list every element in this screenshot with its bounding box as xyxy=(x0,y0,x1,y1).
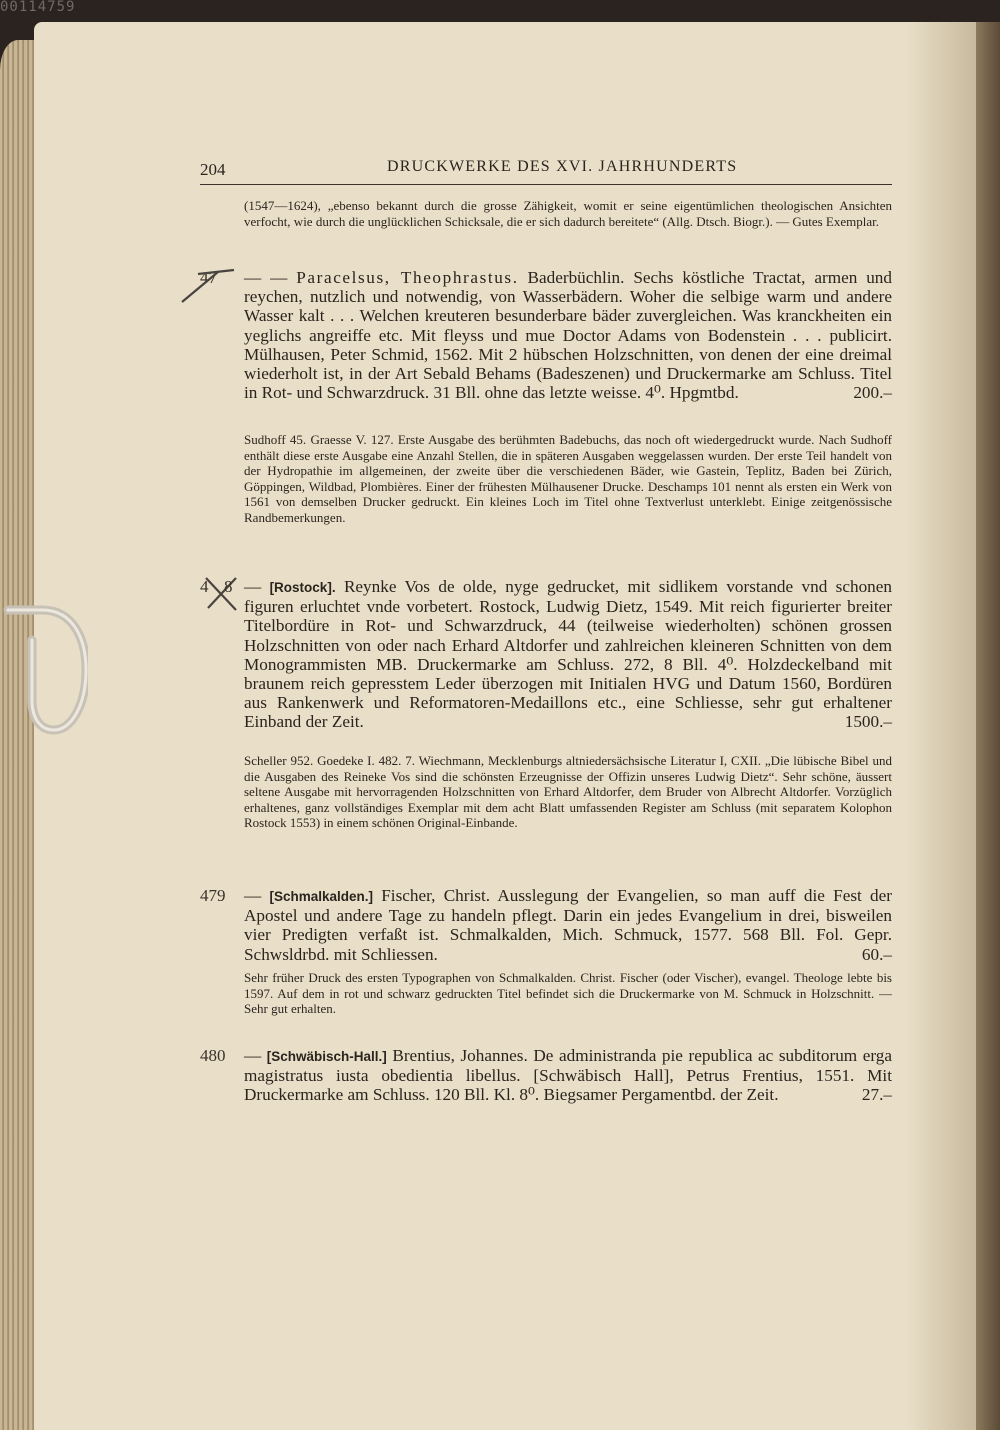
entry-place-tag: [Schwäbisch-Hall.] xyxy=(266,1049,387,1064)
page-header xyxy=(200,156,892,185)
paper-clip xyxy=(2,600,88,736)
continuation-text: (1547—1624), „ebenso bekannt durch die grosse Zähigkeit, womit er seine eigentümlichen theologischen Ansichten verfocht, wie durch die unglücklichen Schicksale, die er sich dadurch bereitete“ (Allg. Dtsch. Biogr.). — Gutes Exemplar. xyxy=(244,198,892,229)
entry-478 xyxy=(244,577,892,732)
gutter-shadow xyxy=(906,22,976,1430)
entry-lead: — xyxy=(244,577,270,596)
pencil-strike-mark xyxy=(178,266,238,306)
entry-description: Reynke Vos de olde, nyge gedrucket, mit sidlikem vorstande vnd schonen figuren erluchtet vnde vorbetert. Rostock, Ludwig Dietz, 1549. Mit reich figurierter breiter Titelbordüre in Rot- und Schwarzdruck, 44 (teilweise wiederholten) schönen grossen Holzschnitten von oder nach Erhard Altdorfer und zahlreichen kleineren Schnitten von dem Monogrammisten MB. Druckermarke am Schluss. 272, 8 Bll. 4⁰. Holzdeckelband mit braunem reich gepresstem Leder überzogen mit Initialen HVG und Datum 1560, Bordüren aus Rankenwerk und Reformatoren-Medaillons etc., eine Schliesse, sehr gut erhaltener Einband der Zeit. xyxy=(244,577,892,732)
entry-description: Brentius, Johannes. De administranda pie republica ac subditorum erga magistratus iusta obedientia libellus. [Schwäbisch Hall], Petrus Frentius, 1551. Mit Druckermarke am Schluss. 120 Bll. Kl. 8⁰. Biegsamer Pergamentbd. der Zeit. xyxy=(244,1046,893,1105)
pencil-cross-mark xyxy=(200,574,242,614)
entry-note-477: Sudhoff 45. Graesse V. 127. Erste Ausgabe des berühmten Badebuchs, das noch oft wiedergedruckt wurde. Nach Sudhoff enthält diese erste Ausgabe eine Anzahl Stellen, die in späteren Ausgaben weggelassen wurden. Der erste Teil handelt von der Hydropathie im allgemeinen, der zweite über die verschiedenen Bäder, wie Gastein, Teplitz, Baden bei Zürich, Göppingen, Wildbad, Plombières. Einer der frühesten Mülhausener Drucke. Deschamps 101 nennt als ersten ein Werk von 1561 von demselben Drucker gedruckt. Ein kleines Loch im Titel ohne Textverlust unterklebt. Einige zeitgenössische Randbemerkungen. xyxy=(244,432,892,525)
entry-number-478: 4 xyxy=(200,577,209,596)
entry-description: Fischer, Christ. Ausslegung der Evangelien, so man auff die Fest der Apostel und andere Tage zu handeln pflegt. Darin ein jedes Evangelium in drei, bisweilen vier Predigten verfaßt ist. Schmalkalden, Mich. Schmuck, 1577. 568 Bll. Fol. Gepr. Schwsldrbd. mit Schliessen. xyxy=(244,886,892,964)
entry-price: 60.– xyxy=(861,944,892,964)
running-head: DRUCKWERKE DES XVI. JAHRHUNDERTS xyxy=(387,158,738,175)
entry-number-480: 480 xyxy=(200,1046,226,1065)
entry-place-tag: [Schmalkalden.] xyxy=(269,889,373,904)
entry-number-477: 47 xyxy=(200,268,217,287)
entry-price: 1500.– xyxy=(844,712,892,732)
entry-price: 27.– xyxy=(861,1085,892,1105)
entry-description: Baderbüchlin. Sechs köstliche Tractat, armen und reychen, nutzlich und notwendig, von Wasserbädern. Woher die selbige warm und andere Wasser kalt . . . Welchen kreuteren besunderbare bäder zuvergleichen. Was kranckheiten ein yeglichs angreiffe etc. Mit fleyss und mue Doctor Adams von Bodenstein . . . publicirt. Mülhausen, Peter Schmid, 1562. Mit 2 hübschen Holzschnitten, von denen der eine dreimal wiederholt ist, in der Art Sebald Behams (Badeszenen) und Druckermarke am Schluss. Titel in Rot- und Schwarzdruck. 31 Bll. ohne das letzte weisse. 4⁰. Hpgmtbd. xyxy=(244,268,892,403)
entry-number-478-digit: 8 xyxy=(224,577,233,596)
entry-479 xyxy=(244,886,892,964)
entry-note-479: Sehr früher Druck des ersten Typographen von Schmalkalden. Christ. Fischer (oder Vischer), evangel. Theologe lebte bis 1597. Auf dem in rot und schwarz gedruckten Titel befindet sich die Druckermarke von M. Schmuck in Holzschnitt. — Sehr gut erhalten. xyxy=(244,970,892,1017)
entry-lead: — — xyxy=(244,268,297,287)
entry-477 xyxy=(244,268,892,402)
entry-place-tag: [Rostock]. xyxy=(269,580,336,595)
scan-id-label: 00114759 xyxy=(0,0,76,15)
entry-note-478: Scheller 952. Goedeke I. 482. 7. Wiechmann, Mecklenburgs altniedersächsische Literatur I, CXII. „Die lübische Bibel und die Ausgaben des Reineke Vos sind die schönsten Erzeugnisse der Offizin unseres Ludwig Dietz“. Sehr schöne, äussert seltene Ausgabe mit hervorragenden Holzschnitten von Erhard Altdorfer, dem Bruder von Albrecht Altdorfer. Vorzüglich erhaltenes, ganz vollständiges Exemplar mit dem acht Blatt umfassenden Register am Schluss (mit separatem Kolophon Rostock 1553) in einem schönen Original-Einbande. xyxy=(244,753,892,831)
entry-lead: — xyxy=(244,886,270,905)
entry-price: 200.– xyxy=(853,383,892,403)
book-spine-edge xyxy=(976,22,1000,1430)
page-number: 204 xyxy=(200,160,226,179)
entry-author: Paracelsus, Theophrastus. xyxy=(296,268,519,287)
entry-480 xyxy=(244,1046,892,1105)
entry-lead: — xyxy=(244,1046,267,1065)
entry-number-479: 479 xyxy=(200,886,226,905)
